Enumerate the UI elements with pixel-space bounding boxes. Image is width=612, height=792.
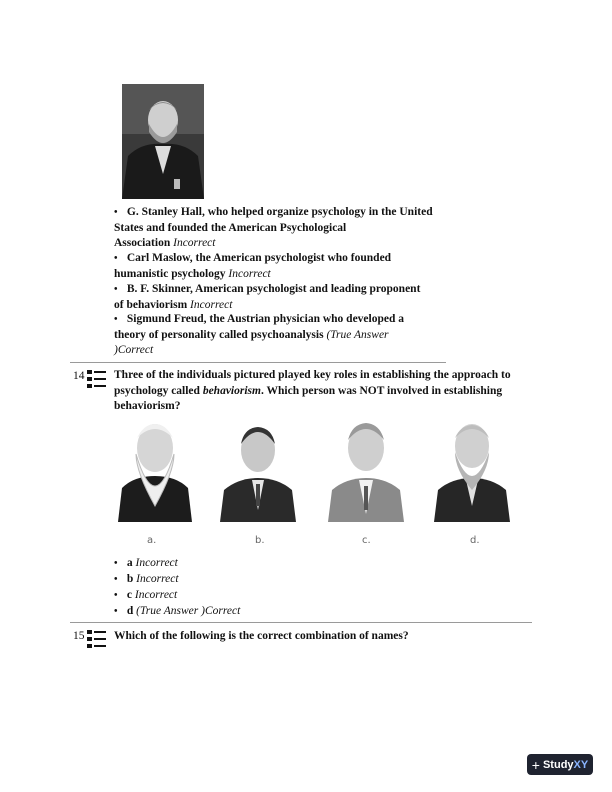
- q15-question-text: Which of the following is the correct combination of names?: [114, 630, 409, 642]
- q13-option-4-mark: )Correct: [114, 344, 154, 356]
- question-list-icon: [86, 368, 108, 390]
- q14-question-text: Three of the individuals pictured played key roles in establishing the approach to psychology called behaviorism. Which person was NOT involved in establishing behaviorism?: [114, 369, 511, 412]
- q13-option-4-text: theory of personality called psychoanalysis: [114, 328, 324, 341]
- divider: [70, 362, 446, 363]
- q13-option-1-text: G. Stanley Hall, who helped organize psychology in the United: [126, 206, 433, 218]
- q13-option-4-text: Sigmund Freud, the Austrian physician who developed a: [126, 313, 404, 325]
- brand-name: StudyXY: [542, 758, 589, 771]
- q13-option-3[interactable]: [114, 282, 454, 313]
- portrait-caption-c: c.: [362, 535, 371, 546]
- portrait-c: [326, 410, 406, 522]
- portrait-caption-b: b.: [255, 535, 265, 546]
- q14-number: 14: [73, 370, 85, 382]
- q13-option-1-text: States and founded the American Psychological: [114, 221, 347, 234]
- bullet-icon: •: [114, 558, 118, 569]
- q14-option-c[interactable]: • c Incorrect: [114, 587, 177, 604]
- q13-option-3-text: B. F. Skinner, American psychologist and leading proponent: [126, 283, 421, 295]
- q13-option-4[interactable]: [114, 312, 454, 359]
- freud-portrait: [122, 84, 204, 199]
- bullet-icon: •: [114, 253, 118, 264]
- portrait-b: [218, 410, 298, 522]
- q13-option-1-mark: Incorrect: [173, 237, 216, 249]
- bullet-icon: •: [114, 606, 118, 617]
- q13-option-3-text: of behaviorism: [114, 298, 188, 311]
- q13-option-2-mark: Incorrect: [228, 267, 271, 280]
- q13-option-1[interactable]: [114, 205, 454, 252]
- bullet-icon: •: [114, 284, 118, 295]
- q13-option-1-text: Association: [114, 237, 171, 249]
- q15-number: 15: [73, 630, 85, 642]
- q13-option-2[interactable]: [114, 251, 454, 282]
- bullet-icon: •: [114, 590, 118, 601]
- q13-option-2-text: Carl Maslow, the American psychologist who founded: [126, 252, 392, 264]
- divider: [70, 622, 532, 623]
- portrait-d: [432, 410, 512, 522]
- portrait-a: [116, 410, 194, 522]
- q13-option-4-mark: (True Answer: [326, 328, 389, 341]
- q13-option-2-text: humanistic psychology: [114, 267, 226, 280]
- bullet-icon: •: [114, 314, 118, 325]
- question-list-icon: [86, 628, 108, 650]
- plus-icon: +: [531, 756, 540, 773]
- portrait-caption-a: a.: [147, 535, 157, 546]
- studyxy-badge[interactable]: [527, 754, 593, 775]
- bullet-icon: •: [114, 574, 118, 585]
- q14-option-a[interactable]: • a Incorrect: [114, 555, 178, 572]
- q13-option-3-mark: Incorrect: [190, 298, 233, 311]
- q14-option-b[interactable]: • b Incorrect: [114, 571, 179, 588]
- portrait-caption-d: d.: [470, 535, 480, 546]
- bullet-icon: •: [114, 207, 118, 218]
- q14-option-d[interactable]: • d (True Answer )Correct: [114, 603, 240, 620]
